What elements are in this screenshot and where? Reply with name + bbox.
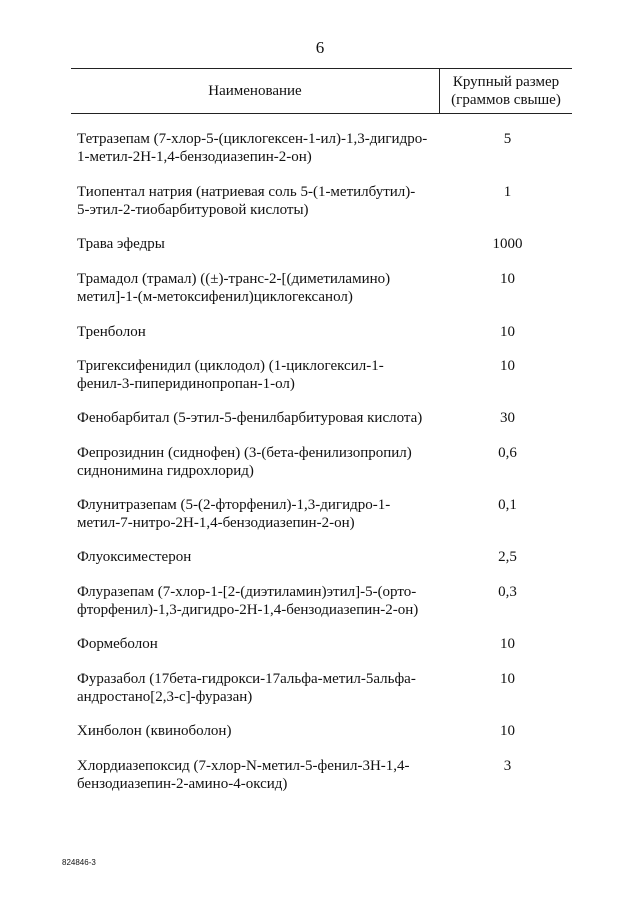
size-value: 10 [500,324,515,340]
column-header-name: Наименование [208,83,302,99]
substance-name [77,130,437,166]
substance-name-line: Флуоксиместерон [77,549,192,565]
substance-name [77,670,437,706]
substances-table [71,68,572,792]
column-header-size [440,73,572,109]
column-header-size-line1: Крупный размер [452,74,560,90]
table-header [71,68,572,114]
substance-name [77,323,437,341]
size-value: 3 [503,758,512,774]
substance-name-line: Фепрозиднин (сиднофен) (3-(бета-фенилизопропил) [77,445,412,461]
size-value: 0,1 [498,497,517,513]
substance-name [77,583,437,619]
substance-name-line: Флунитразепам (5-(2-фторфенил)-1,3-дигидро-1- [77,497,391,513]
size-value: 0,6 [498,445,517,461]
substance-name-line: бензодиазепин-2-амино-4-оксид) [77,776,288,792]
document-code: 824846-3 [62,858,96,867]
size-value: 10 [500,271,515,287]
size-value: 5 [503,131,512,147]
substance-name-line: фенил-3-пиперидинопропан-1-ол) [77,376,295,392]
size-value: 1000 [492,236,523,252]
substance-name [77,722,437,740]
size-value: 10 [500,671,515,687]
size-value: 10 [500,358,515,374]
substance-name-line: Хлордиазепоксид (7-хлор-N-метил-5-фенил-3Н-1,4- [77,758,410,774]
substance-name [77,409,437,427]
substance-name-line: Фуразабол (17бета-гидрокси-17альфа-метил-5альфа- [77,671,416,687]
substance-name-line: Фенобарбитал (5-этил-5-фенилбарбитуровая кислота) [77,410,423,426]
substance-name-line: 5-этил-2-тиобарбитуровой кислоты) [77,202,309,218]
substance-name-line: Хинболон (квиноболон) [77,723,232,739]
substance-name [77,183,437,219]
size-value: 2,5 [498,549,517,565]
substance-name-line: Трава эфедры [77,236,165,252]
substance-name [77,548,437,566]
size-value: 10 [500,636,515,652]
substance-name [77,635,437,653]
page-number: 6 [315,38,325,57]
substance-name-line: Тренболон [77,324,146,340]
size-value: 1 [503,184,512,200]
substance-name-line: сиднонимина гидрохлорид) [77,463,254,479]
substance-name-line: Тригексифенидил (циклодол) (1-циклогексил-1- [77,358,384,374]
size-value: 10 [500,723,515,739]
substance-name-line: Тиопентал натрия (натриевая соль 5-(1-метилбутил)- [77,184,416,200]
substance-name [77,444,437,480]
column-header-size-line2: (граммов свыше) [451,92,561,108]
substance-name [77,496,437,532]
substance-name-line: 1-метил-2Н-1,4-бензодиазепин-2-он) [77,149,312,165]
substance-name-line: Флуразепам (7-хлор-1-[2-(диэтиламин)этил]-5-(орто- [77,584,417,600]
substance-name [77,270,437,306]
size-value: 30 [500,410,515,426]
substance-name [77,357,437,393]
substance-name-line: метил-7-нитро-2Н-1,4-бензодиазепин-2-он) [77,515,355,531]
substance-name-line: Трамадол (трамал) ((±)-транс-2-[(диметиламино) [77,271,391,287]
substance-name-line: Формеболон [77,636,158,652]
substance-name-line: Тетразепам (7-хлор-5-(циклогексен-1-ил)-1,3-дигидро- [77,131,428,147]
substance-name-line: андростано[2,3-с]-фуразан) [77,689,253,705]
substance-name [77,235,437,253]
substance-name-line: метил]-1-(м-метоксифенил)циклогексанол) [77,289,353,305]
substance-name [77,757,437,793]
size-value: 0,3 [498,584,517,600]
substance-name-line: фторфенил)-1,3-дигидро-2Н-1,4-бензодиазепин-2-он) [77,602,419,618]
